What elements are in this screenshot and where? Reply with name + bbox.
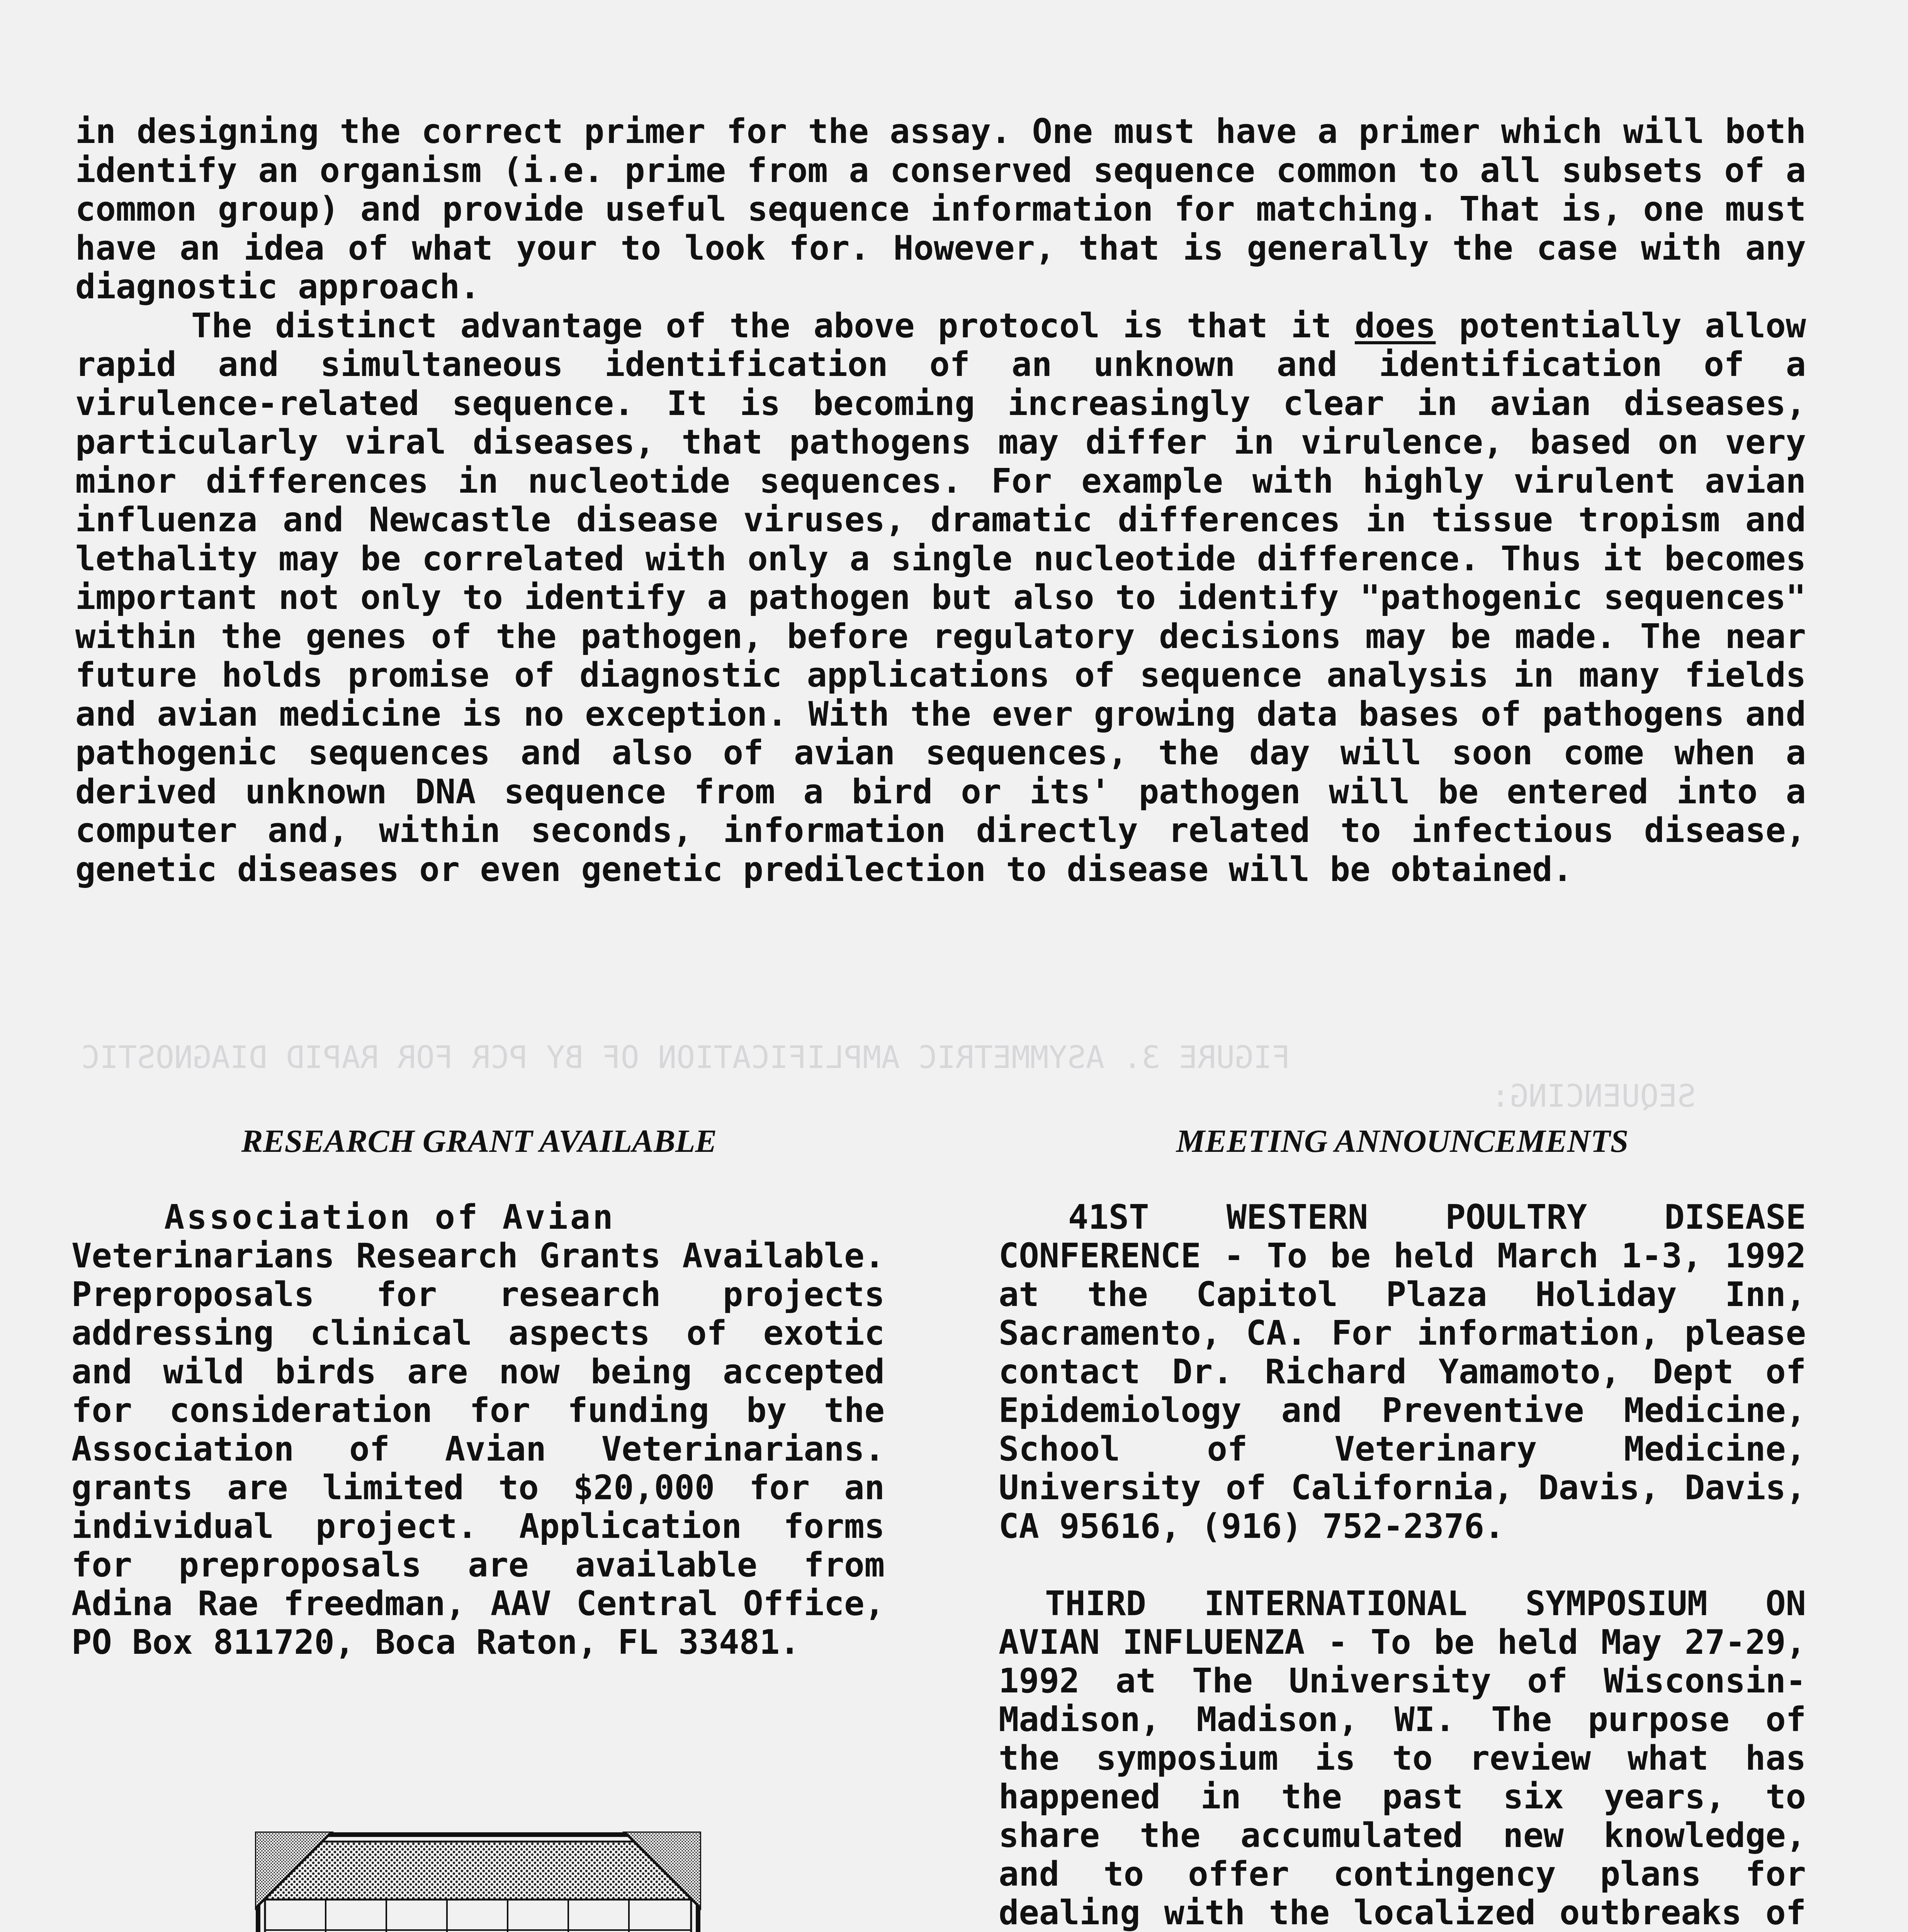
main-article-text (75, 112, 1806, 889)
bleed-through-decoration: FIGURE 3. ASYMMETRIC AMPLIFICATION OF BY PCR FOR RAPID DIAGNOSTIC (81, 1039, 1291, 1075)
meeting-announcements-heading: MEETING ANNOUNCEMENTS (1176, 1123, 1629, 1159)
announcement-western-poultry (999, 1198, 1806, 1546)
grant-body: Veterinarians Research Grants Available. Preproposals for research projects addressing clinical aspects of exotic and wild birds are now being accepted for consideration for funding by the Association of Avian Veterinarians. grants are limited to $20,000 for an individual project. Application forms for preproposals are available from Adina Rae freedman, AAV Central Office, PO Box 811720, Boca Raton, FL 33481. (71, 1236, 885, 1662)
announcement-body: - To be held March 1-3, 1992 at the Capitol Plaza Holiday Inn, Sacramento, CA. For information, please contact Dr. Richard Yamamoto, Dept of Epidemiology and Preventive Medicine, School of Veterinary Medicine, University of California, Davis, Davis, CA 95616, (916) 752-2376. (999, 1236, 1806, 1546)
meeting-announcements-column (999, 1198, 1806, 1932)
calendar-icon (255, 1832, 701, 1932)
paragraph-advantage: The distinct advantage of the above protocol is that it does potentially allow rapid and simultaneous identification of an unknown and identification of a virulence-related sequence. It is becoming increasingly clear in avian diseases, particularly viral diseases, that pathogens may differ in virulence, based on very minor differences in nucleotide sequences. For example with highly virulent avian influenza and Newcastle disease viruses, dramatic differences in tissue tropism and lethality may be correlated with only a single nucleotide difference. Thus it becomes important not only to identify a pathogen but also to identify "pathogenic sequences" within the genes of the pathogen, before regulatory decisions may be made. The near future holds promise of diagnostic applications of sequence analysis in many fields and avian medicine is no exception. With the ever growing data bases of pathogens and pathogenic sequences and also of avian sequences, the day will soon come when a derived unknown DNA sequence from a bird or its' pathogen will be entered into a computer and, within seconds, information directly related to infectious disease, genetic diseases or even genetic predilection to disease will be obtained. (75, 306, 1806, 889)
research-grant-heading: RESEARCH GRANT AVAILABLE (241, 1123, 717, 1159)
announcement-body: - To be held May 27-29, 1992 at The University of Wisconsin-Madison, Madison, WI. The purpose of the symposium is to review what has happened in the past six years, to share the accumulated new knowledge, and to offer contingency plans for dealing with the localized outbreaks of (999, 1622, 1806, 1932)
announcement-title: 41ST WESTERN POULTRY DISEASE CONFERENCE (999, 1197, 1806, 1276)
announcement-avian-influenza (999, 1584, 1806, 1932)
paragraph-primer-design: in designing the correct primer for the assay. One must have a primer which will both identify an organism (i.e. prime from a conserved sequence common to all subsets of a common group) and provide useful sequence information for matching. That is, one must have an idea of what your to look for. However, that is generally the case with any diagnostic approach. (75, 112, 1806, 306)
underlined-word: does (1354, 306, 1436, 345)
research-grant-column (71, 1198, 885, 1662)
grant-first-line: Association of Avian (164, 1197, 615, 1237)
meetings-calendar-graphic (255, 1832, 701, 1932)
announcement-title: THIRD INTERNATIONAL SYMPOSIUM ON AVIAN INFLUENZA (999, 1584, 1806, 1662)
bleed-through-decoration: SEQUENCING: (1491, 1078, 1696, 1114)
